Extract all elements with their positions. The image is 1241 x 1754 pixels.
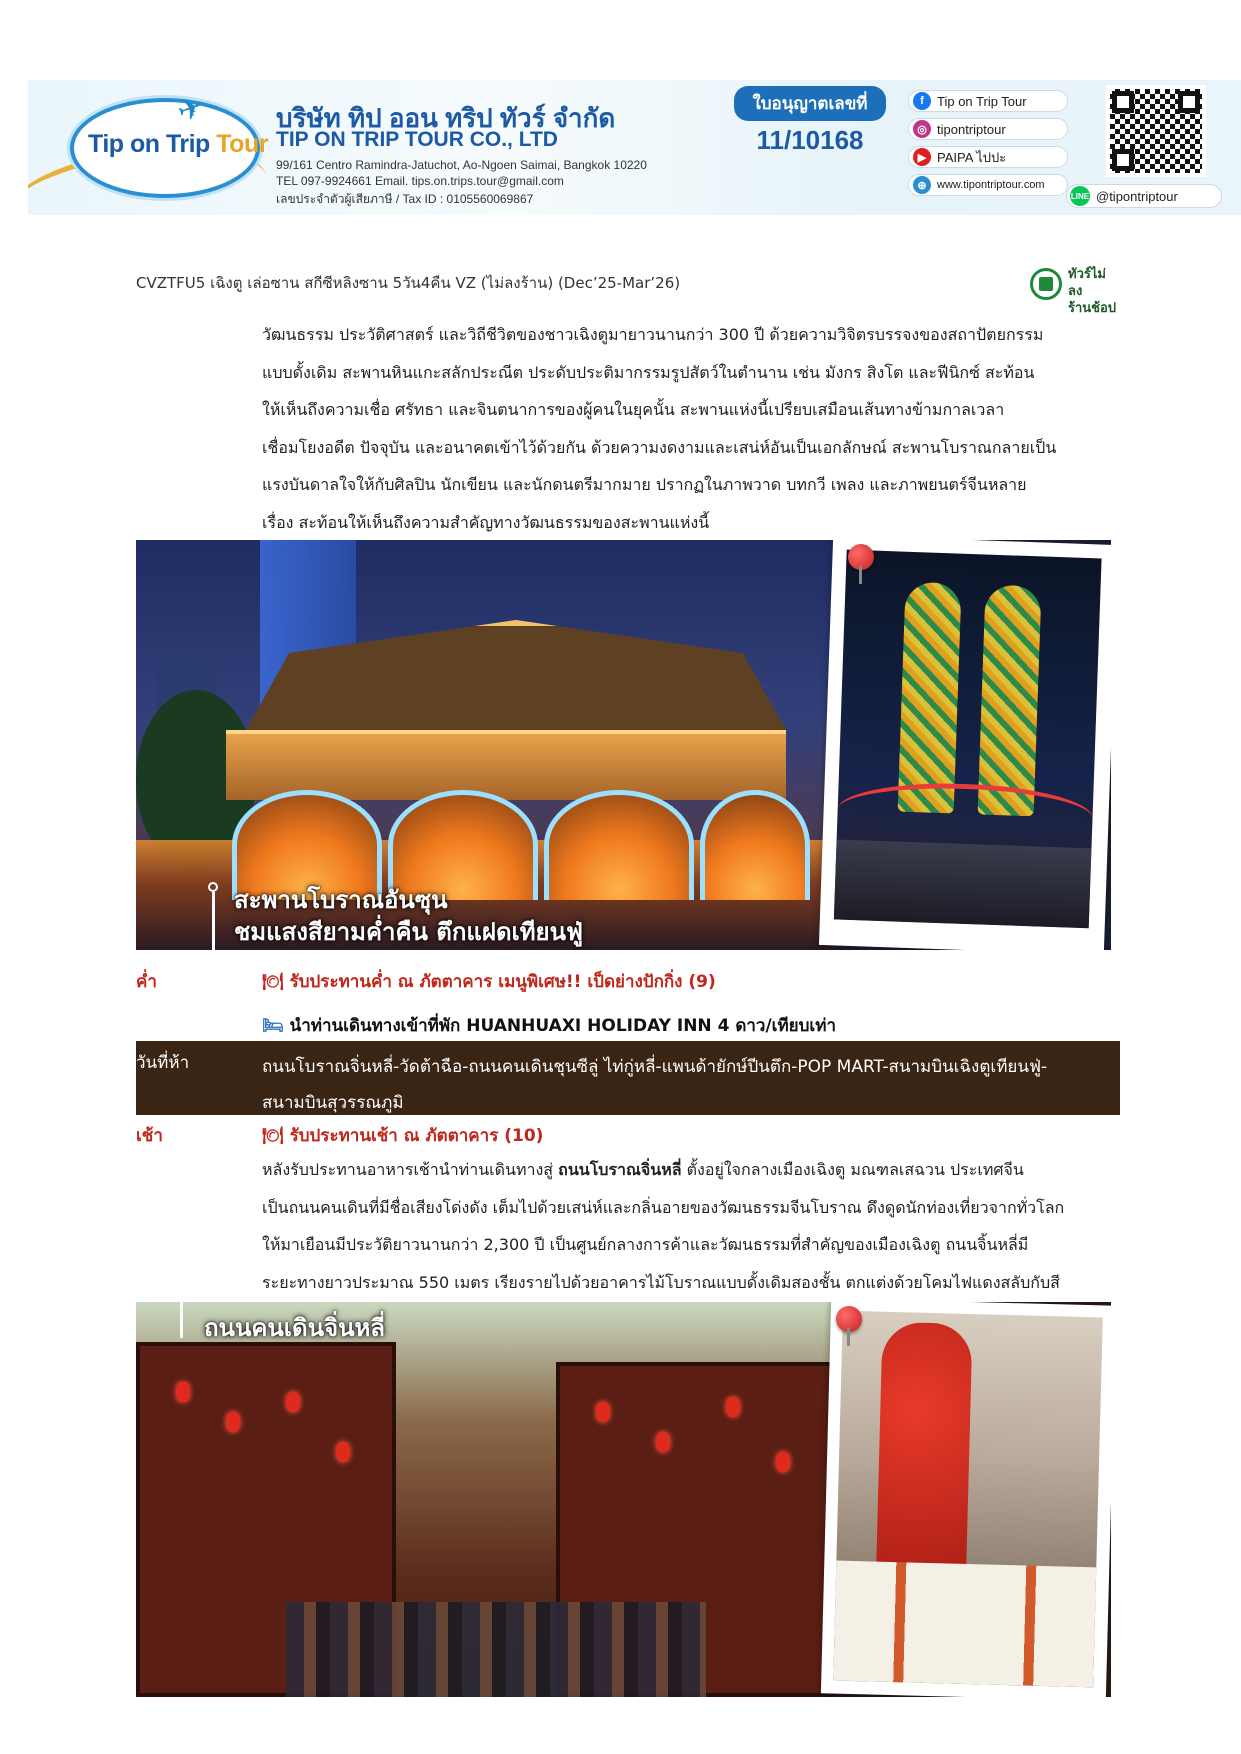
day-route-line-1: ถนนโบราณจิ่นหลี่-วัดต้าฉือ-ถนนคนเดินชุนซีลู่ ไท่กู่หลี่-แพนด้ายักษ์ปีนตึก-POP MART-สนามบินเฉิงตูเทียนฟู่- <box>262 1057 1048 1077</box>
paragraph-line: วัฒนธรรม ประวัติศาสตร์ และวิถีชีวิตของชาวเฉิงตูมายาวนานกว่า 300 ปี ด้วยความวิจิตรบรรจงของสถาปัตยกรรม <box>262 325 1044 344</box>
lantern <box>596 1402 610 1422</box>
push-pin-icon <box>848 544 874 570</box>
document-title: CVZTFU5 เฉิงตู เล่อซาน สกีซีหลิงซาน 5วัน4คืน VZ (ไม่ลงร้าน) (Dec’25-Mar’26) <box>136 274 681 292</box>
caption-line <box>212 892 215 950</box>
logo-text <box>88 130 268 159</box>
meal-breakfast <box>262 1122 543 1149</box>
crowd <box>286 1602 706 1697</box>
polaroid-twin-towers <box>819 540 1111 950</box>
badge-line-2: ร้านช้อป <box>1068 301 1117 316</box>
tower-facade <box>978 584 1042 816</box>
company-name-english: TIP ON TRIP TOUR CO., LTD <box>276 128 558 151</box>
meal-breakfast-text: รับประทานเช้า ณ ภัตตาคาร (10) <box>289 1126 544 1146</box>
paragraph-line: ให้เห็นถึงความเชื่อ ศรัทธา และจินตนาการของผู้คนในยุคนั้น สะพานแห่งนี้เปรียบเสมือนเส้นทางข้ามกาลเวลา <box>262 400 1005 419</box>
photo-caption-line-2: ชมแสงสียามค่ำคืน ตึกแฝดเทียนฟู่ <box>234 918 584 946</box>
license-number: 11/10168 <box>756 125 864 155</box>
description-paragraph-1 <box>262 316 1118 541</box>
lantern <box>336 1442 350 1462</box>
lantern <box>286 1392 300 1412</box>
lantern <box>226 1412 240 1432</box>
qr-code[interactable] <box>1106 85 1206 177</box>
no-shopping-badge <box>1028 264 1118 316</box>
paragraph-text: ตั้งอยู่ใจกลางเมืองเฉิงตู มณฑลเสฉวน ประเทศจีน <box>681 1160 1024 1179</box>
day-header-bar <box>136 1041 1120 1115</box>
plane-icon: ✈ <box>172 88 209 131</box>
paragraph-line: เชื่อมโยงอดีต ปัจจุบัน และอนาคตเข้าไว้ด้วยกัน ด้วยความงดงามและเสน่ห์อันเป็นเอกลักษณ์ สะพานโบราณกลายเป็น <box>262 437 1057 457</box>
red-bridge <box>837 779 1094 848</box>
dining-icon: 🍽 <box>262 972 284 992</box>
description-paragraph-2 <box>262 1151 1118 1301</box>
paragraph-line: แรงบันดาลใจให้กับศิลปิน นักเขียน และนักดนตรีมากมาย ปรากฏในภาพวาด บทกวี เพลง และภาพยนตร์จีนหลาย <box>262 475 1027 494</box>
food-dishes <box>833 1561 1096 1688</box>
paragraph-line: ให้มาเยือนมีประวัติยาวนานกว่า 2,300 ปี เป็นศูนย์กลางการค้าและวัฒนธรรมที่สำคัญของเมืองเฉิงตู ถนนจิ้นหลี่มี <box>262 1235 1029 1254</box>
meal-label-dinner: ค่ำ <box>136 972 157 992</box>
lantern <box>176 1382 190 1402</box>
company-contact: TEL 097-9924661 Email. tips.on.trips.tour@gmail.com <box>276 174 564 188</box>
plaza <box>834 839 1092 928</box>
hotel-text: นำท่านเดินทางเข้าที่พัก HUANHUAXI HOLIDAY INN 4 ดาว/เทียบเท่า <box>289 1016 836 1036</box>
lantern <box>656 1432 670 1452</box>
paragraph-line: แบบดั้งเดิม สะพานหินแกะสลักประณีต ประดับประติมากรรมรูปสัตว์ในตำนาน เช่น มังกร สิงโต และฟีนิกซ์ สะท้อน <box>262 362 1035 382</box>
paragraph-line <box>262 1151 1118 1189</box>
bed-icon: 🛏 <box>262 1016 284 1036</box>
facebook-icon: f <box>913 92 931 110</box>
photo-caption-line-1: สะพานโบราณอันซุน <box>234 886 448 914</box>
paragraph-line: เรื่อง สะท้อนให้เห็นถึงความสำคัญทางวัฒนธรรมของสะพานแห่งนี้ <box>262 512 710 532</box>
company-tax-id: เลขประจำตัวผู้เสียภาษี / Tax ID : 0105560069867 <box>276 192 534 206</box>
meal-label-breakfast: เช้า <box>136 1126 163 1146</box>
globe-icon: ⊕ <box>913 176 931 194</box>
lantern <box>776 1452 790 1472</box>
photo-jinli-street <box>136 1302 1111 1697</box>
website-link[interactable] <box>908 174 1068 196</box>
dining-icon: 🍽 <box>262 1126 284 1146</box>
street-food-photo <box>833 1311 1103 1688</box>
paragraph-text: หลังรับประทานอาหารเช้านำท่านเดินทางสู่ <box>262 1160 559 1179</box>
photo-anshun-bridge <box>136 540 1111 950</box>
facebook-label: Tip on Trip Tour <box>937 93 1027 109</box>
shopping-bag-icon <box>1030 268 1062 300</box>
push-pin-icon <box>836 1306 862 1332</box>
twin-towers-photo <box>834 550 1102 929</box>
qr-finder-top-right <box>1178 91 1200 113</box>
caption-line <box>180 1302 183 1338</box>
day-route-line-2: สนามบินสุวรรณภูมิ <box>262 1093 404 1113</box>
company-name-thai: บริษัท ทิป ออน ทริป ทัวร์ จำกัด <box>276 103 616 133</box>
caption-dot <box>208 882 218 892</box>
website-label: www.tipontriptour.com <box>937 179 1045 191</box>
paragraph-line: ระยะทางยาวประมาณ 550 เมตร เรียงรายไปด้วยอาคารไม้โบราณแบบดั้งเดิมสองชั้น ตกแต่งด้วยโคมไฟแดงสลับกับสี <box>262 1272 1060 1292</box>
qr-finder-bottom-left <box>1112 149 1134 171</box>
instagram-icon: ◎ <box>913 120 931 138</box>
paragraph-line: เป็นถนนคนเดินที่มีชื่อเสียงโด่งดัง เต็มไปด้วยเสน่ห์และกลิ่นอายของวัฒนธรรมจีนโบราณ ดึงดูดนักท่องเที่ยวจากทั่วโลก <box>262 1197 1065 1217</box>
logo-text-main: Tip on Trip <box>88 130 217 158</box>
youtube-icon: ▶ <box>913 148 931 166</box>
line-link[interactable] <box>1066 184 1222 208</box>
license-box <box>720 82 900 155</box>
company-address: 99/161 Centro Ramindra-Jatuchot, Ao-Ngoen Saimai, Bangkok 10220 <box>276 158 647 172</box>
license-label: ใบอนุญาตเลขที่ <box>734 86 885 121</box>
qr-finder-top-left <box>1112 91 1134 113</box>
photo-caption: ถนนคนเดินจิ่นหลี่ <box>204 1314 385 1342</box>
line-icon: LINE <box>1070 186 1090 206</box>
polaroid-street-food <box>821 1302 1111 1697</box>
instagram-label: tipontriptour <box>937 121 1006 137</box>
meal-dinner <box>262 968 716 995</box>
header-banner <box>28 80 1241 215</box>
bridge-arch <box>544 790 694 900</box>
line-label: @tipontriptour <box>1096 188 1178 204</box>
meal-dinner-text: รับประทานค่ำ ณ ภัตตาคาร เมนูพิเศษ!! เป็ดย่างปักกิ่ง (9) <box>289 972 716 992</box>
hotel-info <box>262 1012 836 1039</box>
day-label: วันที่ห้า <box>136 1053 190 1073</box>
badge-line-1: ทัวร์ไม่ลง <box>1068 267 1106 299</box>
bridge-arch <box>700 790 810 900</box>
lantern <box>726 1397 740 1417</box>
youtube-label: PAIPA ไปปะ <box>937 149 1007 165</box>
badge-text <box>1068 266 1118 317</box>
logo-text-accent: Tour <box>216 130 268 158</box>
tower-facade <box>898 582 962 814</box>
instagram-link[interactable] <box>908 118 1068 140</box>
facebook-link[interactable] <box>908 90 1068 112</box>
day-route <box>262 1049 1112 1121</box>
youtube-link[interactable] <box>908 146 1068 168</box>
highlight-place: ถนนโบราณจิ่นหลี่ <box>558 1160 682 1179</box>
